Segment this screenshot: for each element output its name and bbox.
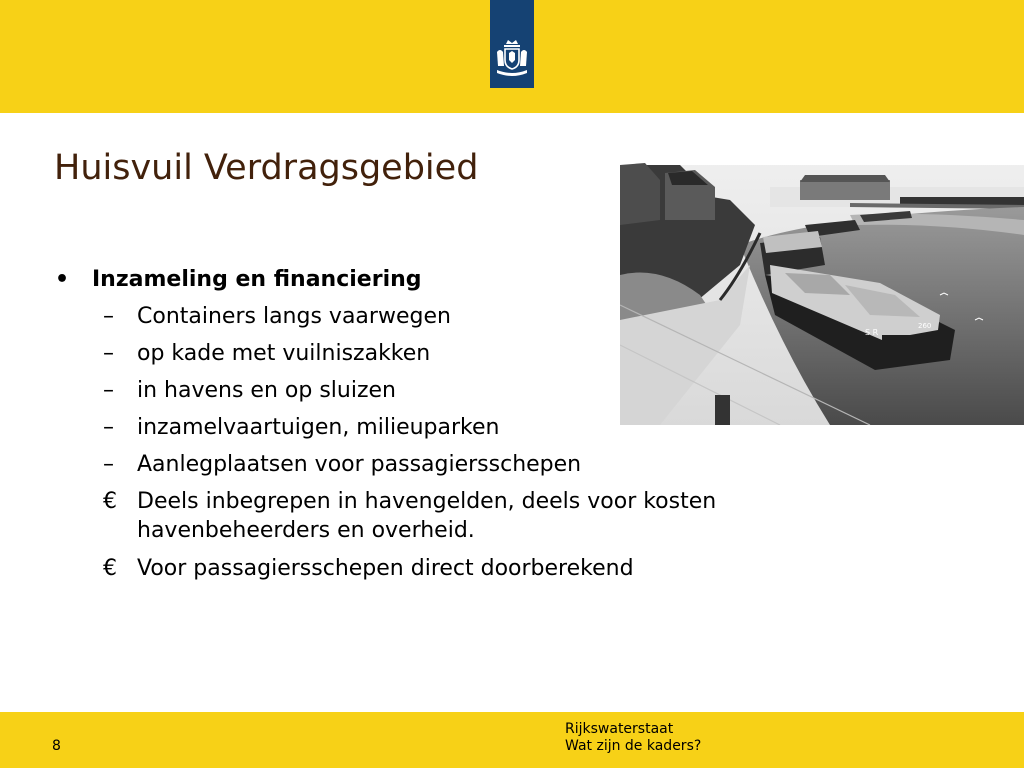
bullet-marker: – [103, 341, 114, 366]
bullet-marker: – [103, 452, 114, 477]
logo-ribbon [490, 0, 534, 88]
boat-number: 260 [918, 322, 932, 330]
coat-of-arms-icon [494, 40, 530, 80]
bullet-text: Containers langs vaarwegen [137, 304, 451, 329]
footer-subtitle: Wat zijn de kaders? [565, 738, 702, 754]
footer-band [0, 712, 1024, 768]
boat-letters: S R [865, 328, 879, 337]
canal-barges-photo [620, 125, 1024, 425]
bullet-marker: – [103, 378, 114, 403]
bullet-marker: • [55, 267, 70, 292]
bullet-text: Voor passagiersschepen direct doorberekend [137, 556, 634, 581]
bullet-text: havenbeheerders en overheid. [137, 518, 475, 543]
slide-title: Huisvuil Verdragsgebied [54, 148, 479, 188]
bullet-text: Inzameling en financiering [92, 267, 422, 292]
bullet-text: in havens en op sluizen [137, 378, 396, 403]
bullet-marker: € [103, 489, 117, 514]
page-number: 8 [52, 738, 61, 754]
org-name: Rijkswaterstaat [565, 721, 674, 737]
bullet-text: Deels inbegrepen in havengelden, deels voor kosten [137, 489, 717, 514]
bullet-text: Aanlegplaatsen voor passagiersschepen [137, 452, 582, 477]
bullet-marker: – [103, 415, 114, 440]
bullet-text: op kade met vuilniszakken [137, 341, 431, 366]
bullet-marker: € [103, 556, 117, 581]
bullet-marker: – [103, 304, 114, 329]
bullet-text: inzamelvaartuigen, milieuparken [137, 415, 500, 440]
